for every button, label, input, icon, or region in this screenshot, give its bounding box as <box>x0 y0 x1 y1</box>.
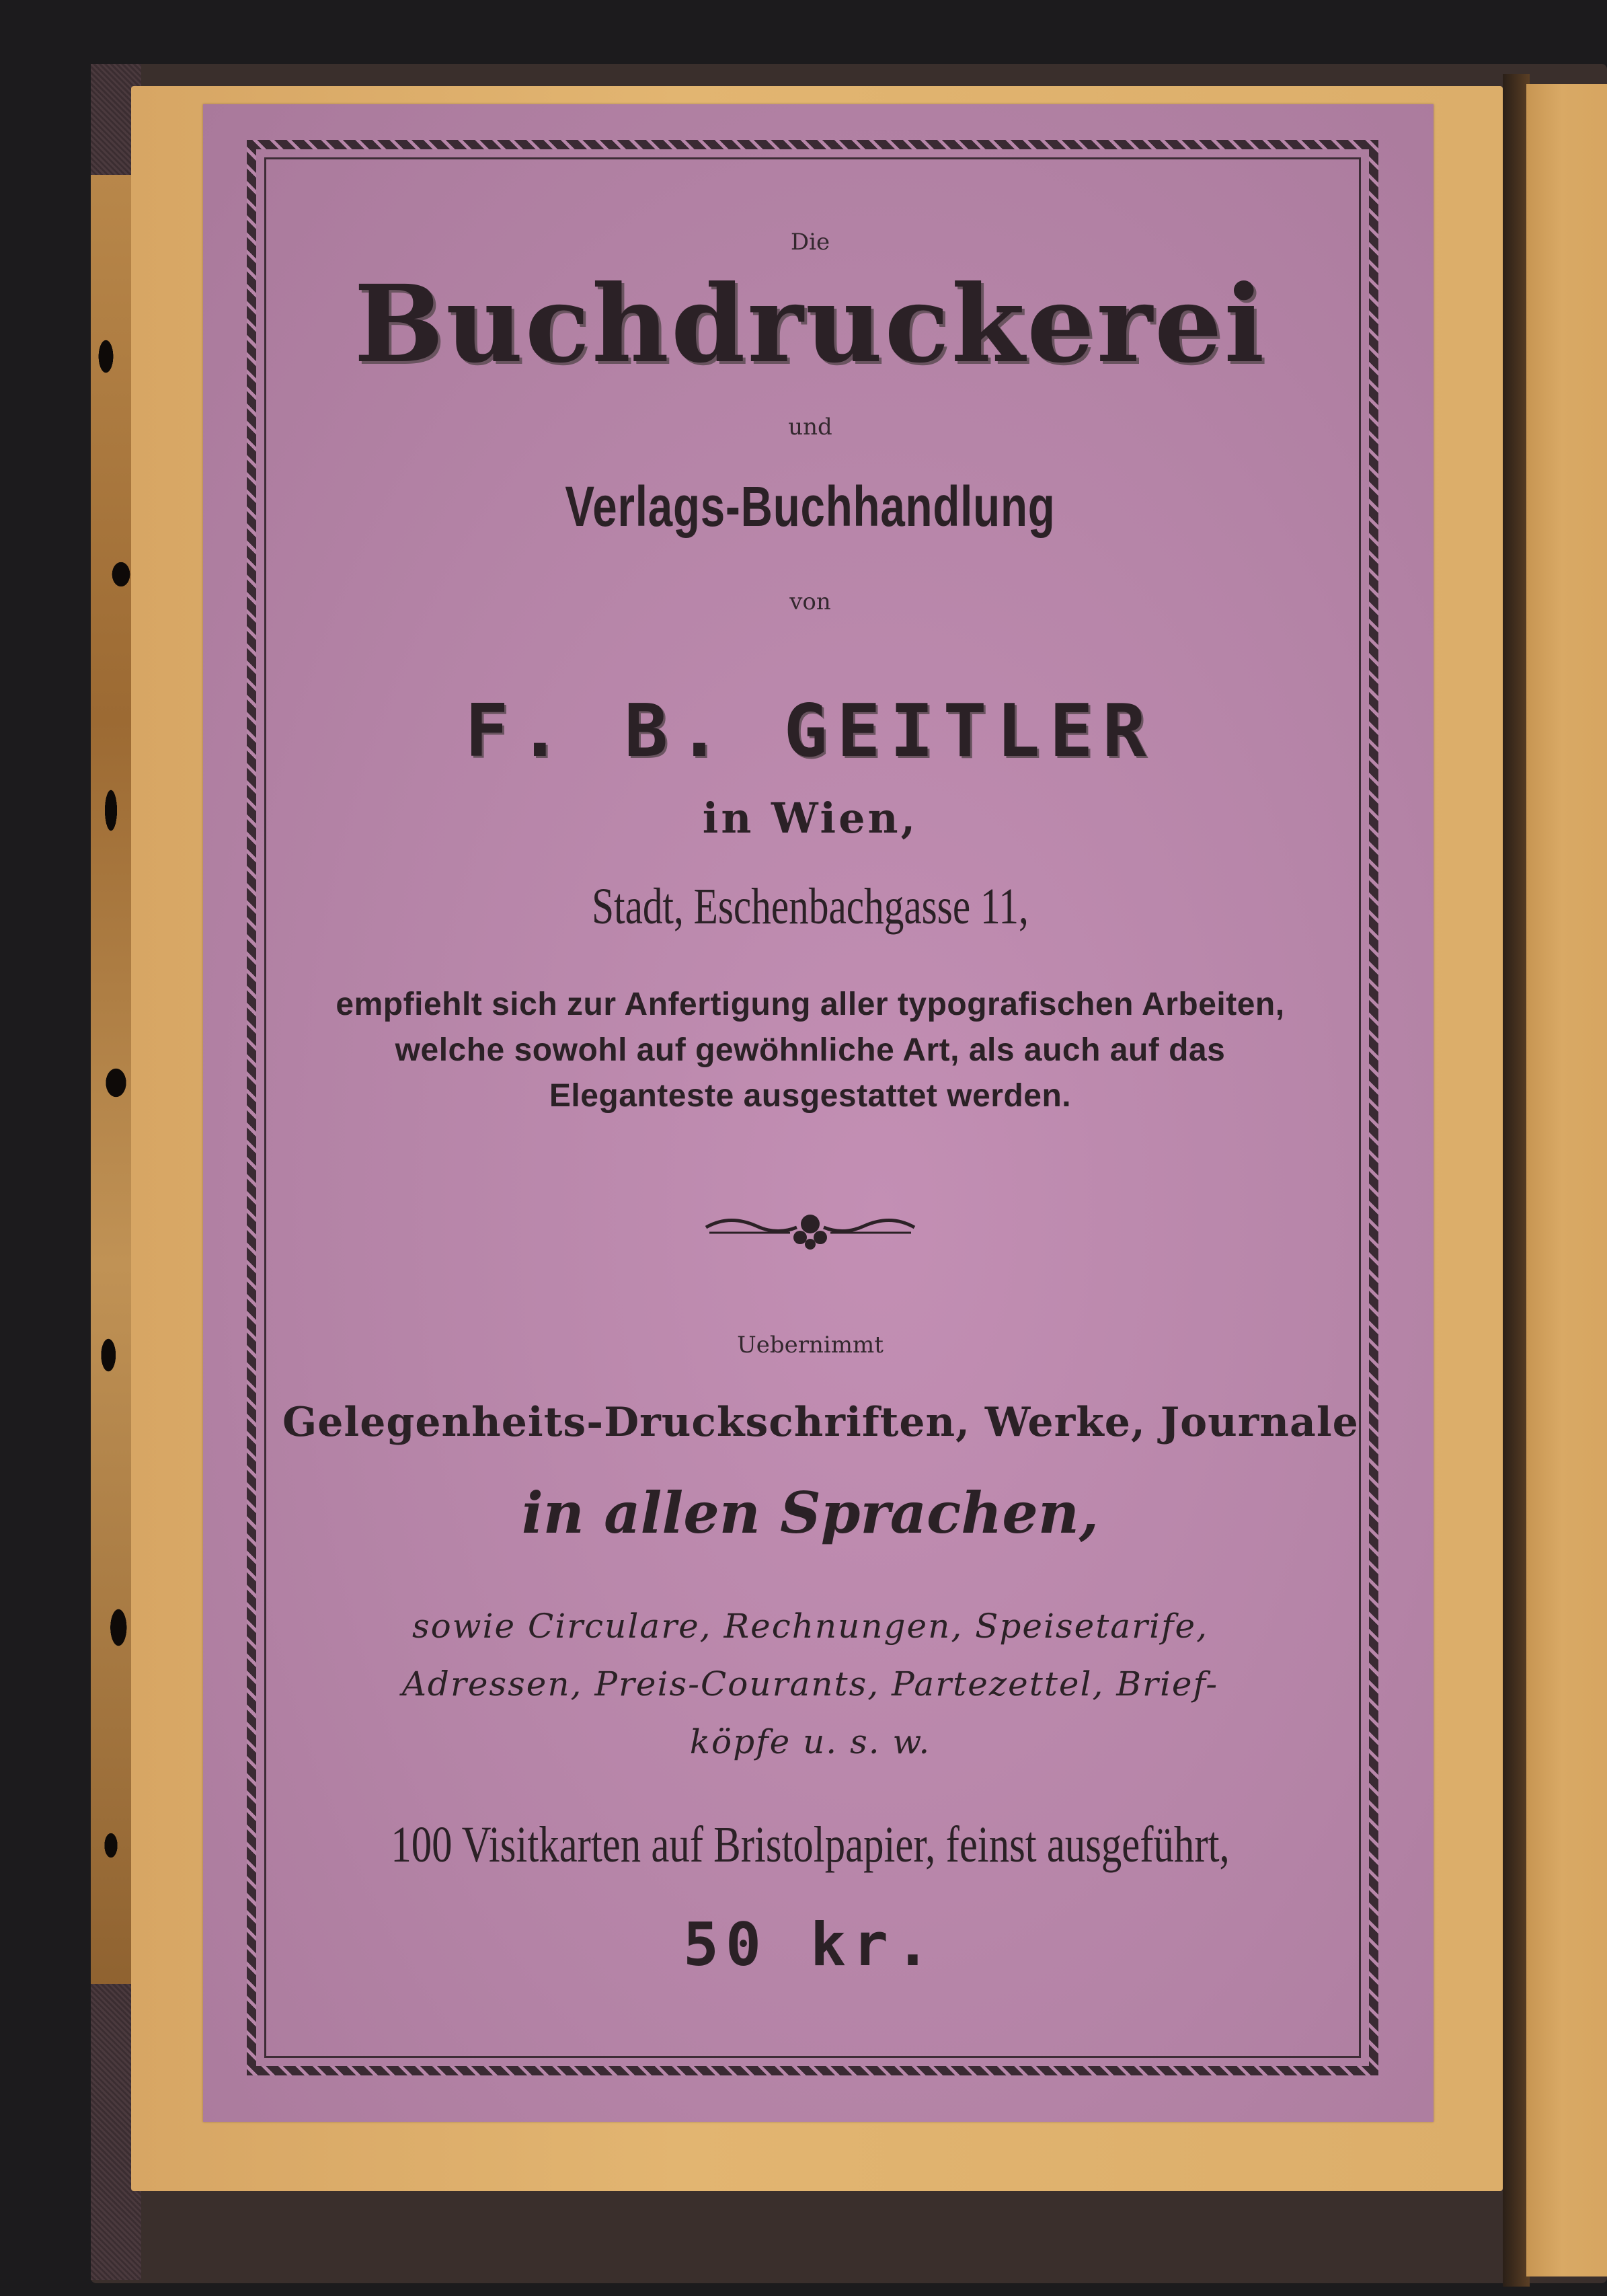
city-line: in Wien, <box>702 794 918 843</box>
extras-line-2: Adressen, Preis-Courants, Partezettel, Brief- <box>401 1664 1219 1704</box>
price: 50 kr. <box>683 1910 937 1979</box>
body-line-3: Eleganteste ausgestattet werden. <box>549 1078 1072 1114</box>
word-von: von <box>789 588 831 615</box>
floral-ornament <box>703 1200 918 1254</box>
conjunction-und: und <box>788 414 832 441</box>
book-gutter <box>1503 74 1530 2287</box>
languages-line: in allen Sprachen, <box>521 1480 1099 1546</box>
title-buchdruckerei: Buchdruckerei <box>354 262 1267 387</box>
body-line-1: empfiehlt sich zur Anfertigung aller typografischen Arbeiten, <box>336 987 1285 1022</box>
publisher-name: F. B. GEITLER <box>465 689 1156 773</box>
takes-on-word: Uebernimmt <box>737 1332 884 1359</box>
right-page-edge <box>1526 84 1607 2276</box>
address-line: Stadt, Eschenbachgasse 11, <box>592 878 1029 935</box>
extras-line-1: sowie Circulare, Rechnungen, Speisetarife, <box>412 1607 1208 1646</box>
body-line-2: welche sowohl auf gewöhnliche Art, als auch auf das <box>395 1032 1226 1068</box>
intro-word: Die <box>790 229 830 256</box>
business-cards-offer: 100 Visitkarten auf Bristolpapier, feinst ausgeführt, <box>391 1816 1230 1873</box>
services-line: Gelegenheits-Druckschriften, Werke, Journale <box>282 1399 1359 1446</box>
extras-line-3: köpfe u. s. w. <box>689 1722 931 1761</box>
subtitle-verlags: Verlags-Buchhandlung <box>565 475 1056 538</box>
